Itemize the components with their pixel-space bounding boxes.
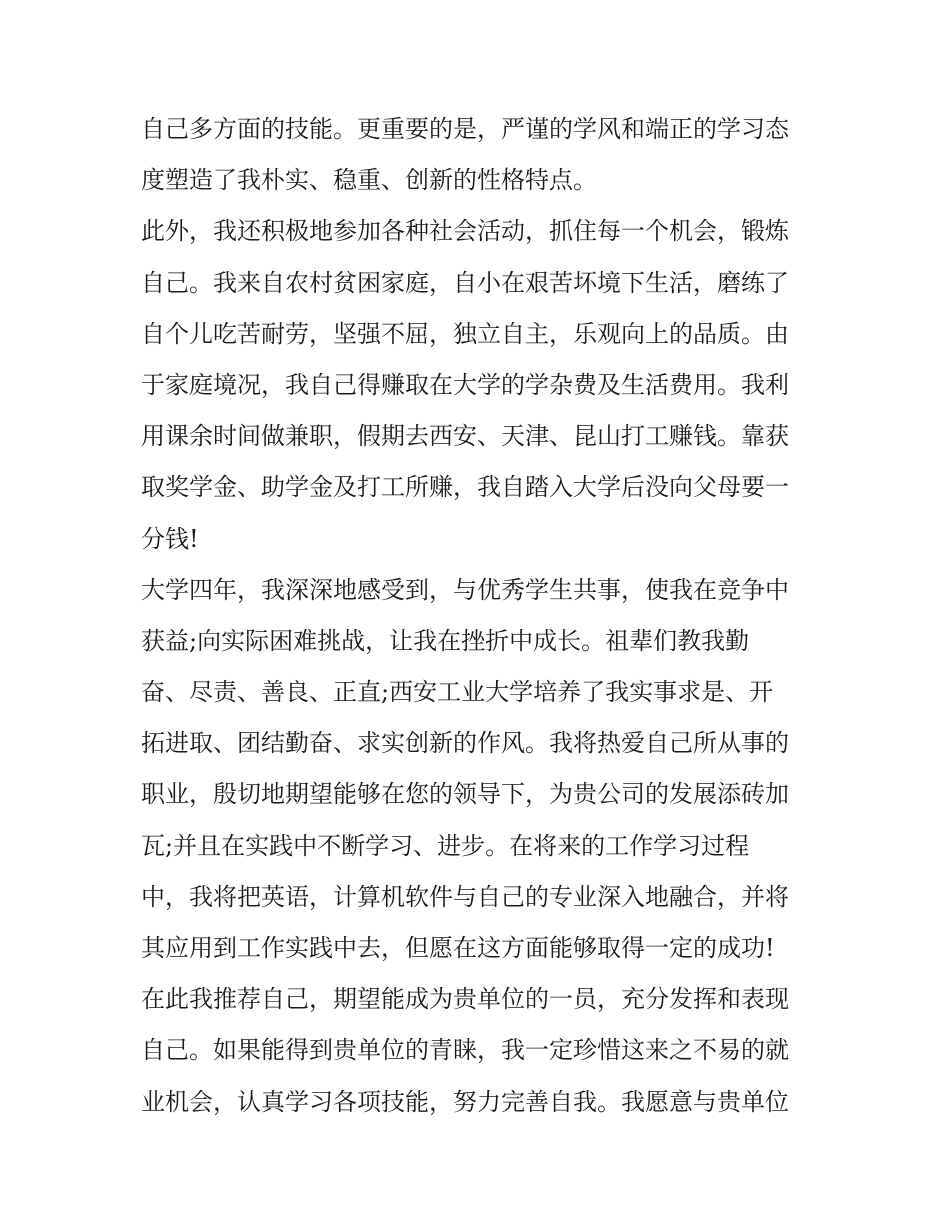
text-line: 业机会，认真学习各项技能，努力完善自我。我愿意与贵单位 <box>141 1087 789 1116</box>
text-line: 获益;向实际困难挑战，让我在挫折中成长。祖辈们教我勤 <box>141 626 750 655</box>
text-line: 自个儿吃苦耐劳，坚强不屈，独立自主，乐观向上的品质。由 <box>141 319 789 348</box>
text-line: 用课余时间做兼职，假期去西安、天津、昆山打工赚钱。靠获 <box>141 422 789 451</box>
text-line: 取奖学金、助学金及打工所赚，我自踏入大学后没向父母要一 <box>141 473 789 502</box>
text-line: 自己。如果能得到贵单位的青睐，我一定珍惜这来之不易的就 <box>141 1036 789 1065</box>
text-line: 拓进取、团结勤奋、求实创新的作风。我将热爱自己所从事的 <box>141 729 789 758</box>
text-line: 自己多方面的技能。更重要的是，严谨的学风和端正的学习态 <box>141 115 789 143</box>
paragraph-1 <box>141 104 821 206</box>
text-line: 分钱! <box>141 524 199 553</box>
text-line: 瓦;并且在实践中不断学习、进步。在将来的工作学习过程 <box>141 831 750 860</box>
text-line: 度塑造了我朴实、稳重、创新的性格特点。 <box>141 166 597 195</box>
text-line: 自己。我来自农村贫困家庭，自小在艰苦坏境下生活，磨练了 <box>141 268 789 297</box>
paragraph-4 <box>141 974 821 1128</box>
text-line: 奋、尽责、善良、正直;西安工业大学培养了我实事求是、开 <box>141 678 774 707</box>
text-line: 其应用到工作实践中去，但愿在这方面能够取得一定的成功! <box>141 934 775 962</box>
paragraph-3 <box>141 565 821 975</box>
text-line: 此外，我还积极地参加各种社会活动，抓住每一个机会，锻炼 <box>141 217 789 246</box>
text-line: 职业，殷切地期望能够在您的领导下，为贵公司的发展添砖加 <box>141 780 789 809</box>
text-line: 大学四年，我深深地感受到，与优秀学生共事，使我在竞争中 <box>141 575 789 604</box>
paragraph-2 <box>141 206 821 564</box>
letter-body <box>141 104 821 1128</box>
text-line: 于家庭境况，我自己得赚取在大学的学杂费及生活费用。我利 <box>141 370 789 399</box>
text-line: 在此我推荐自己，期望能成为贵单位的一员，充分发挥和表现 <box>141 985 789 1014</box>
text-line: 中，我将把英语，计算机软件与自己的专业深入地融合，并将 <box>141 882 789 911</box>
